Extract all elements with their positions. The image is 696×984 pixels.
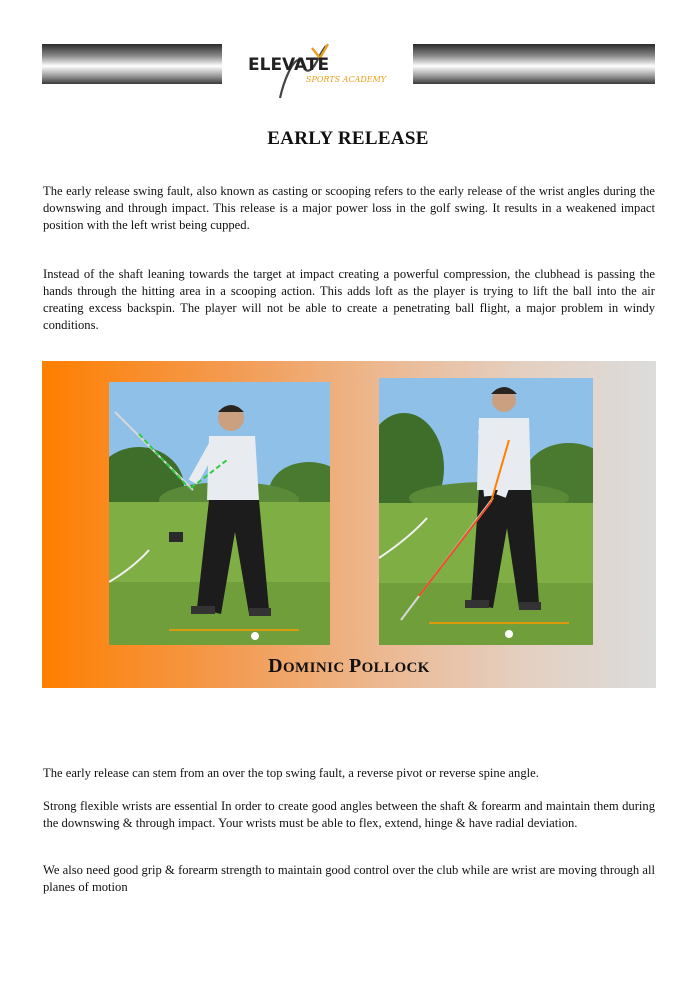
golfer-photo-left: [109, 382, 330, 645]
page-title: EARLY RELEASE: [267, 128, 429, 149]
golfer-photo-right: [379, 378, 593, 645]
paragraph-2: Instead of the shaft leaning towards the target at impact creating a powerful compression, the clubhead is passing the hands through the hitting area in a scooping action. This adds loft as the player is trying to lift the ball into the air creating excess backspin. The player will not be able to create a penetrating ball flight, a major problem in windy conditions.: [43, 267, 655, 332]
header-bar-right: [413, 44, 655, 84]
caption-last-initial: P: [348, 655, 362, 677]
paragraph-4: Strong flexible wrists are essential In order to create good angles between the shaft & forearm and maintain them during the downswing & through impact. Your wrists must be able to flex, extend, hinge & have radial deviation.: [43, 799, 655, 830]
paragraph-3: The early release can stem from an over the top swing fault, a reverse pivot or reverse spine angle.: [43, 766, 539, 780]
caption-last-rest: OLLOCK: [361, 660, 430, 676]
header-bar-left: [42, 44, 222, 84]
caption-first-rest: OMINIC: [282, 660, 345, 676]
logo-brand: ELEVATE: [248, 55, 330, 75]
paragraph-1: The early release swing fault, also known as casting or scooping refers to the early release of the wrist angles during the downswing and through impact. This release is a major power loss in the golf swing. It results in a weakened impact position with the left wrist being cupped.: [43, 184, 655, 232]
photo-panel: [42, 361, 656, 688]
photo-caption: [42, 655, 656, 678]
logo-sub: SPORTS ACADEMY: [306, 75, 387, 84]
caption-first-initial: D: [268, 655, 283, 677]
elevate-logo: [240, 40, 400, 102]
paragraph-5: We also need good grip & forearm strength to maintain good control over the club while are wrist are moving through all planes of motion: [43, 863, 655, 894]
